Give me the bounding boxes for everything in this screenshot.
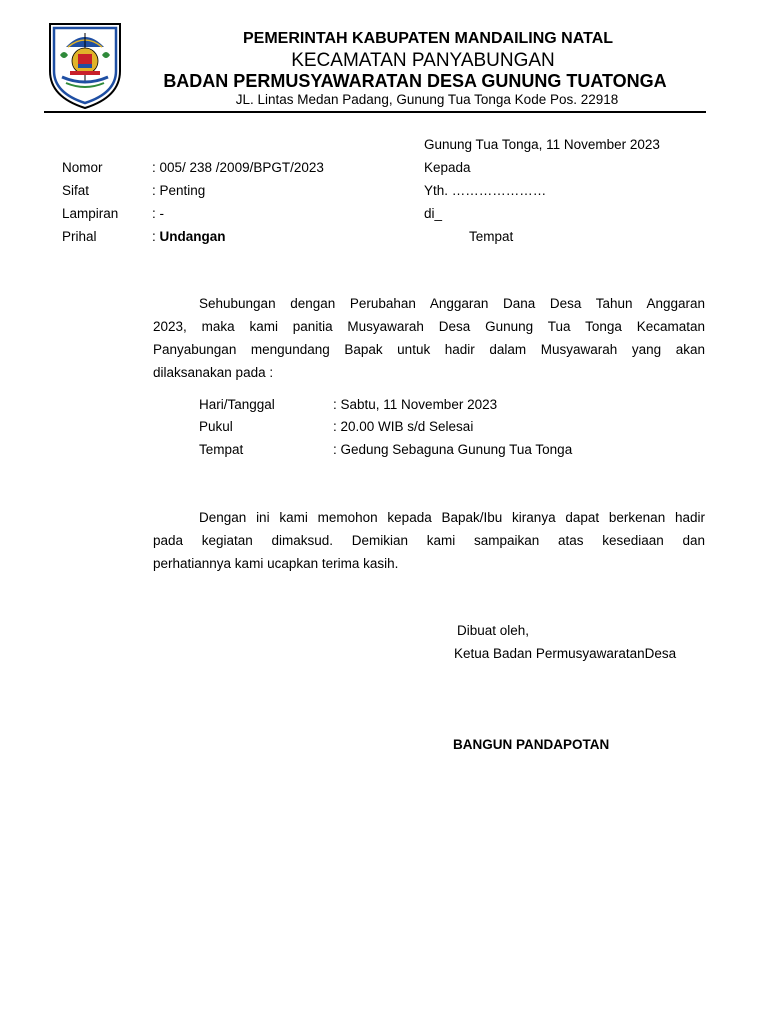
body-paragraph-2-line-2: pada kegiatan dimaksud. Demikian kami sampaikan atas kesediaan dan [153, 533, 705, 548]
detail-value-tempat: : Gedung Sebaguna Gunung Tua Tonga [333, 442, 573, 457]
letterhead-government: PEMERINTAH KABUPATEN MANDAILING NATAL [242, 30, 614, 47]
body-paragraph-1-line-3: Panyabungan mengundang Bapak untuk hadir dalam Musyawarah yang akan [153, 342, 705, 357]
body-paragraph-2-line-1: Dengan ini kami memohon kepada Bapak/Ibu kiranya dapat berkenan hadir [199, 510, 705, 525]
signature-name: BANGUN PANDAPOTAN [453, 737, 610, 752]
recipient-di: di_ [424, 206, 443, 221]
recipient-yth: Yth. ………………… [424, 183, 547, 198]
meta-value-sifat: : Penting [152, 183, 206, 198]
body-paragraph-1-line-2: 2023, maka kami panitia Musyawarah Desa Gunung Tua Tonga Kecamatan [153, 319, 705, 334]
meta-label-prihal: Prihal [62, 229, 97, 244]
detail-label-pukul: Pukul [199, 419, 233, 434]
letterhead-rule [44, 111, 706, 113]
letterhead-district: KECAMATAN PANYABUNGAN [291, 50, 555, 71]
meta-value-nomor: : 005/ 238 /2009/BPGT/2023 [152, 160, 324, 175]
detail-value-hari-tanggal: : Sabtu, 11 November 2023 [333, 397, 498, 412]
body-paragraph-1-line-4: dilaksanakan pada : [153, 365, 274, 380]
letterhead-organization: BADAN PERMUSYAWARATAN DESA GUNUNG TUATONGA [163, 71, 667, 91]
meta-value-prihal [152, 229, 226, 244]
recipient-kepada: Kepada [424, 160, 471, 175]
meta-value-prihal-colon: : [152, 229, 160, 244]
body-paragraph-2-line-3: perhatiannya kami ucapkan terima kasih. [153, 556, 399, 571]
meta-label-nomor: Nomor [62, 160, 103, 175]
letter-date: Gunung Tua Tonga, 11 November 2023 [424, 137, 660, 152]
detail-label-tempat: Tempat [199, 442, 244, 457]
signature-position: Ketua Badan PermusyawaratanDesa [454, 646, 677, 661]
meta-value-lampiran: : - [152, 206, 164, 221]
letterhead-address: JL. Lintas Medan Padang, Gunung Tua Tonga Kode Pos. 22918 [235, 92, 619, 107]
detail-label-hari-tanggal: Hari/Tanggal [199, 397, 275, 412]
meta-value-prihal-subject: Undangan [159, 229, 226, 244]
signature-made-by: Dibuat oleh, [457, 623, 530, 638]
recipient-tempat: Tempat [469, 229, 514, 244]
meta-label-sifat: Sifat [62, 183, 90, 198]
body-paragraph-1-line-1: Sehubungan dengan Perubahan Anggaran Dana Desa Tahun Anggaran [199, 296, 705, 311]
meta-label-lampiran: Lampiran [62, 206, 119, 221]
detail-value-pukul: : 20.00 WIB s/d Selesai [333, 419, 474, 434]
